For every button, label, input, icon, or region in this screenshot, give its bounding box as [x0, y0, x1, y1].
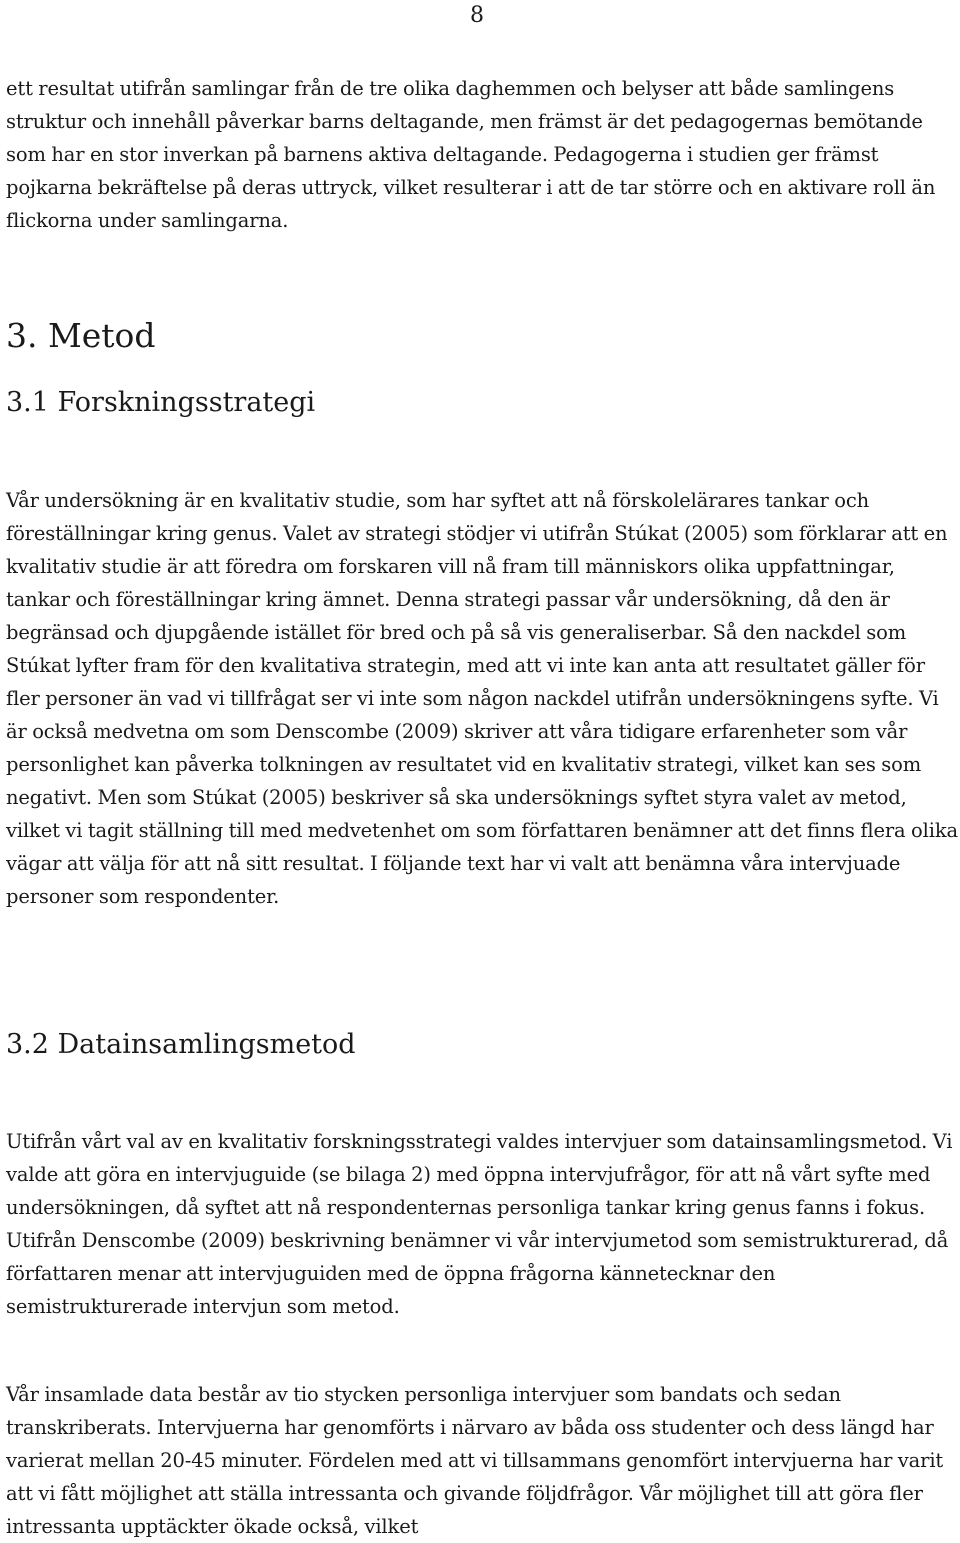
forskningsstrategi-paragraph: Vår undersökning är en kvalitativ studie, som har syftet att nå förskolelärares tankar och föreställningar kring genus. Valet av strategi stödjer vi utifrån Stúkat (2005) som förklarar att en kvalitativ studie är att föredra om forskaren vill nå fram till människors olika uppfattningar, tankar och föreställningar kring ämnet. Denna strategi passar vår undersökning, då den är begränsad och djupgående istället för bred och på så vis generaliserbar. Så den nackdel som Stúkat lyfter fram för den kvalitativa strategin, med att vi inte kan anta att resultatet gäller för fler personer än vad vi tillfrågat ser vi inte som någon nackdel utifrån undersökningens syfte. Vi är också medvetna om som Denscombe (2009) skriver att våra tidigare erfarenheter som vår personlighet kan påverka tolkningen av resultatet vid en kvalitativ strategi, vilket kan ses som negativt. Men som Stúkat (2005) beskriver så ska undersöknings syftet styra valet av metod, vilket vi tagit ställning till med medvetenhet om som författaren benämner att det finns flera olika vägar att välja för att nå sitt resultat. I följande text har vi valt att benämna våra intervjuade personer som respondenter.: [6, 489, 958, 908]
page-number: 8: [470, 3, 484, 28]
section-heading-metod: 3. Metod: [6, 316, 156, 355]
subsection-heading-datainsamlingsmetod: 3.2 Datainsamlingsmetod: [6, 1029, 356, 1060]
subsection-heading-forskningsstrategi: 3.1 Forskningsstrategi: [6, 387, 316, 418]
datainsamlingsmetod-paragraph-1: Utifrån vårt val av en kvalitativ forskningsstrategi valdes intervjuer som datainsamlingsmetod. Vi valde att göra en intervjuguide (se bilaga 2) med öppna intervjufrågor, för att nå vårt syfte med undersökningen, då syftet att nå respondenternas personliga tankar kring genus fanns i fokus. Utifrån Denscombe (2009) beskrivning benämner vi vår intervjumetod som semistrukturerad, då författaren menar att intervjuguiden med de öppna frågorna kännetecknar den semistrukturerade intervjun som metod.: [6, 1130, 953, 1318]
intro-paragraph: ett resultat utifrån samlingar från de tre olika daghemmen och belyser att både samlingens struktur och innehåll påverkar barns deltagande, men främst är det pedagogernas bemötande som har en stor inverkan på barnens aktiva deltagande. Pedagogerna i studien ger främst pojkarna bekräftelse på deras uttryck, vilket resulterar i att de tar större och en aktivare roll än flickorna under samlingarna.: [6, 77, 936, 232]
datainsamlingsmetod-paragraph-2: Vår insamlade data består av tio stycken personliga intervjuer som bandats och sedan transkriberats. Intervjuerna har genomförts i närvaro av båda oss studenter och dess längd har varierat mellan 20-45 minuter. Fördelen med att vi tillsammans genomfört intervjuerna har varit att vi fått möjlighet att ställa intressanta och givande följdfrågor. Vår möjlighet till att göra fler intressanta upptäckter ökade också, vilket: [6, 1383, 944, 1538]
